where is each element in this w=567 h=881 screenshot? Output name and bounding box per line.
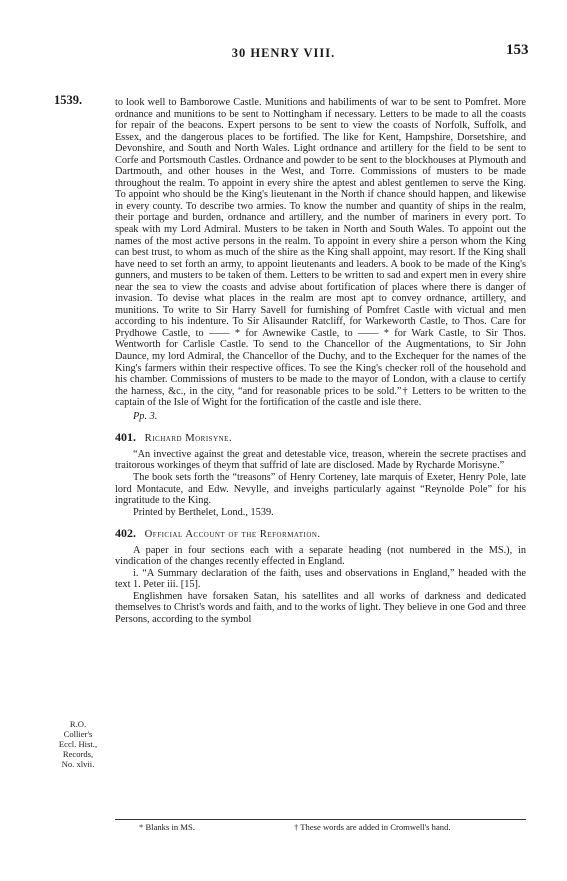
pages-note: Pp. 3. (133, 410, 158, 422)
entry-401-paragraph-2: The book sets forth the “treasons” of Henry Corteney, late marquis of Exeter, Henry Pole, late lord Montacute, and Edw. Nevylle, and inveighs particularly against “Reynolde Pole” for his ingratitude to the King. (115, 471, 526, 507)
entry-402-title: Official Account of the Reformation. (144, 529, 321, 541)
margin-line: R.O. (69, 719, 87, 729)
year-marker: 1539. (54, 93, 83, 107)
margin-line: No. xlvii. (61, 759, 95, 769)
entry-402-paragraph-2: i. “A Summary declaration of the faith, uses and observations in England,” headed with the text 1. Peter iii. [15]. (115, 567, 526, 591)
entry-401-paragraph-1: “An invective against the great and detestable vice, treason, wherein the secrete practises and traitorous workinges of theym that suffrid of late are disclosed. Made by Rycharde Morisyne.” (115, 448, 526, 472)
main-text (115, 97, 526, 626)
margin-line: Collier's (63, 729, 93, 739)
entry-402-paragraph-3: Englishmen have forsaken Satan, his satellites and all works of darkness and dedicated themselves to Christ's words and faith, and to the works of light. They believe in one God and three Persons, according to the symbol (115, 590, 526, 625)
entry-401-title: Richard Morisyne. (144, 433, 233, 445)
footnote-cromwell: † These words are added in Cromwell's hand. (294, 822, 451, 832)
margin-source-note (48, 719, 108, 769)
margin-line: Records, (62, 749, 94, 759)
margin-line: Eccl. Hist., (58, 739, 98, 749)
entry-401-paragraph-3: Printed by Berthelet, Lond., 1539. (133, 506, 274, 518)
entry-401-heading (115, 432, 526, 445)
running-title: 30 HENRY VIII. (231, 46, 336, 60)
entry-402-paragraph-1: A paper in four sections each with a separate heading (not numbered in the MS.), in vindication of the changes recently effected in England. (115, 544, 526, 568)
page-number: 153 (506, 42, 529, 58)
entry-402-number: 402. (115, 526, 136, 541)
footnote-divider (115, 819, 526, 820)
footnote-blanks: * Blanks in MS. (139, 822, 195, 832)
entry-401-number: 401. (115, 430, 136, 445)
entry-402-heading (115, 528, 526, 541)
continuation-paragraph: to look well to Bamborowe Castle. Munitions and habiliments of war to be sent to Pomfret. More ordnance and munitions to be sent to Nottingham if necessary. Letters to be made to all the coasts for repair of the beacons. Expert persons to be sent to view the coasts of Norfolk, Suffolk, and Essex, and the dangerous places to be fortified. The like for Kent, Hampshire, Dorsetshire, and Devonshire, and South and North Wales. Light ordnance and artillery for the field to be sent to Corfe and Portsmouth Castles. Ordnance and powder to be sent to the blockhouses at Plymouth and Dartmouth, and other houses in the West, and Torre. Commissions of musters to be made throughout the realm. To appoint in every shire the aptest and ablest gentlemen to serve the King. To appoint who should be the King's lieutenant in the North if chance should happen, and likewise in every county. To describe two armies. To know the number and quantity of ships in the realm, their portage and burden, ordnance and artillery, and the number of mariners in every port. To speak with my Lord Admiral. Musters to be taken in North and South Wales. To appoint out the names of the most active persons in the realm. To appoint in every shire a person whom the King can best trust, to whom as much of the shire as the King shall appoint, may resort. If the King shall have need to set forth an army, to appoint lieutenants and leaders. A book to be made of the King's gunners, and musters to be taken of them. Letters to be written to sad and expert men in every shire near the sea to view the coasts and advise about fortification of places where there is danger of invasion. To devise what places in the realm are most apt to convey ordnance, artillery, and munitions. To write to Sir Harry Savell for furnishing of Pomfret Castle with victual and men according to his indenture. To Sir Alisaunder Ratcliff, for Warkeworth Castle, to Thos. Care for Prydhowe Castle, to —— * for Awnewike Castle, to —— * for Wark Castle, to Sir Thos. Wentworth for Carlisle Castle. To send to the Chancellor of the Augmentations, to Sir John Daunce, my lord Admiral, the Chancellor of the Duchy, and to the Exchequer for the names of the King's farmers within their respective offices. To see the King's checker roll of the household and his chamber. Commissions of musters to be made to the mayor of London, with a clause to certify the harness, &c., in the city, “and for reasonable prices to be sold.”† Letters to be written to the captain of the Isle of Wight for the fortification of the castle and isle there. (115, 97, 526, 409)
